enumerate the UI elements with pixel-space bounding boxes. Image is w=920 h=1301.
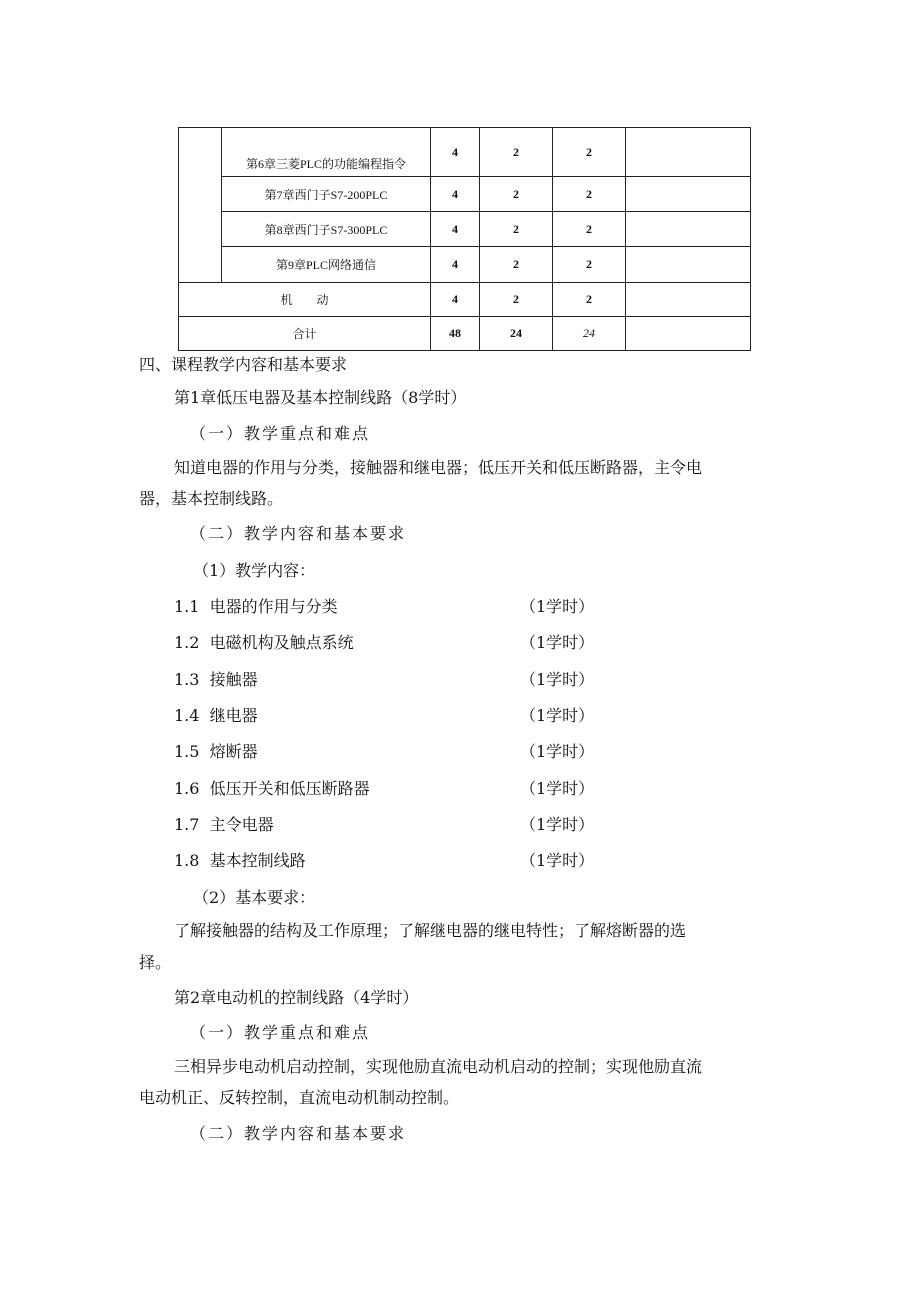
lecture-hours: 2 <box>480 177 553 212</box>
item-hours: （1学时） <box>520 779 595 798</box>
list-item <box>174 670 258 690</box>
chapter1-title: 第1章低压电器及基本控制线路（8学时） <box>174 388 467 407</box>
hours-table <box>178 127 751 351</box>
total-hours: 4 <box>431 177 480 212</box>
remark-cell <box>626 212 751 247</box>
item-hours: （1学时） <box>520 670 595 689</box>
list-item <box>174 706 258 726</box>
ch1-key-text-2: 器，基本控制线路。 <box>139 489 284 508</box>
ch1-req-text-2: 择。 <box>139 953 172 972</box>
ch1-req-heading: （2）基本要求： <box>193 888 316 907</box>
item-title: 接触器 <box>209 670 258 689</box>
lab-hours: 24 <box>553 317 626 351</box>
item-number: 1.5 <box>174 742 200 761</box>
item-number: 1.1 <box>174 597 200 616</box>
table-row <box>179 128 751 177</box>
chapter-name: 第6章三菱PLC的功能编程指令 <box>222 128 431 177</box>
lab-hours: 2 <box>553 128 626 177</box>
list-item <box>174 815 274 835</box>
item-title: 电器的作用与分类 <box>209 597 338 616</box>
total-label: 合计 <box>179 317 431 351</box>
item-number: 1.8 <box>174 851 200 870</box>
chapter-name: 第8章西门子S7-300PLC <box>222 212 431 247</box>
list-item <box>174 633 354 653</box>
ch2-content-heading: （二）教学内容和基本要求 <box>190 1124 407 1143</box>
item-title: 基本控制线路 <box>209 851 306 870</box>
remark-cell <box>626 128 751 177</box>
table-row <box>179 247 751 283</box>
total-hours: 4 <box>431 283 480 317</box>
ch2-key-heading: （一）教学重点和难点 <box>190 1023 371 1042</box>
list-item <box>174 851 306 871</box>
list-item <box>174 779 370 799</box>
item-hours: （1学时） <box>520 815 595 834</box>
item-title: 低压开关和低压断路器 <box>209 779 370 798</box>
item-title: 主令电器 <box>209 815 274 834</box>
item-hours: （1学时） <box>520 851 595 870</box>
item-hours: （1学时） <box>520 597 595 616</box>
item-number: 1.2 <box>174 633 200 652</box>
section-title: 四、课程教学内容和基本要求 <box>139 355 348 374</box>
table-row <box>179 212 751 247</box>
item-hours: （1学时） <box>520 706 595 725</box>
lab-hours: 2 <box>553 212 626 247</box>
item-hours: （1学时） <box>520 633 595 652</box>
ch1-content-sub: （1）教学内容： <box>193 561 316 580</box>
item-number: 1.3 <box>174 670 200 689</box>
lab-hours: 2 <box>553 283 626 317</box>
remark-cell <box>626 317 751 351</box>
chapter2-title: 第2章电动机的控制线路（4学时） <box>174 988 419 1007</box>
item-number: 1.7 <box>174 815 200 834</box>
table-row <box>179 177 751 212</box>
list-item <box>174 597 338 617</box>
ch1-content-heading: （二）教学内容和基本要求 <box>190 524 407 543</box>
lecture-hours: 2 <box>480 283 553 317</box>
ch2-key-text-1: 三相异步电动机启动控制，实现他励直流电动机启动的控制；实现他励直流 <box>174 1057 703 1076</box>
table-row <box>179 283 751 317</box>
remark-cell <box>626 283 751 317</box>
ch1-key-heading: （一）教学重点和难点 <box>190 424 371 443</box>
item-hours: （1学时） <box>520 742 595 761</box>
ch2-key-text-2: 电动机正、反转控制，直流电动机制动控制。 <box>139 1088 460 1107</box>
lecture-hours: 2 <box>480 128 553 177</box>
total-hours: 4 <box>431 212 480 247</box>
ch1-req-text-1: 了解接触器的结构及工作原理；了解继电器的继电特性；了解熔断器的选 <box>174 921 687 940</box>
item-title: 电磁机构及触点系统 <box>209 633 354 652</box>
list-item <box>174 742 258 762</box>
merged-cell <box>179 128 222 283</box>
ch1-key-text-1: 知道电器的作用与分类，接触器和继电器；低压开关和低压断路器，主令电 <box>174 458 703 477</box>
lecture-hours: 24 <box>480 317 553 351</box>
total-hours: 4 <box>431 128 480 177</box>
remark-cell <box>626 247 751 283</box>
chapter-name: 第7章西门子S7-200PLC <box>222 177 431 212</box>
chapter-name: 第9章PLC网络通信 <box>222 247 431 283</box>
lecture-hours: 2 <box>480 212 553 247</box>
item-title: 熔断器 <box>209 742 258 761</box>
total-hours: 48 <box>431 317 480 351</box>
table-row <box>179 317 751 351</box>
item-number: 1.6 <box>174 779 200 798</box>
total-hours: 4 <box>431 247 480 283</box>
item-number: 1.4 <box>174 706 200 725</box>
lab-hours: 2 <box>553 177 626 212</box>
mobile-label: 机 动 <box>179 283 431 317</box>
lecture-hours: 2 <box>480 247 553 283</box>
item-title: 继电器 <box>209 706 258 725</box>
remark-cell <box>626 177 751 212</box>
lab-hours: 2 <box>553 247 626 283</box>
